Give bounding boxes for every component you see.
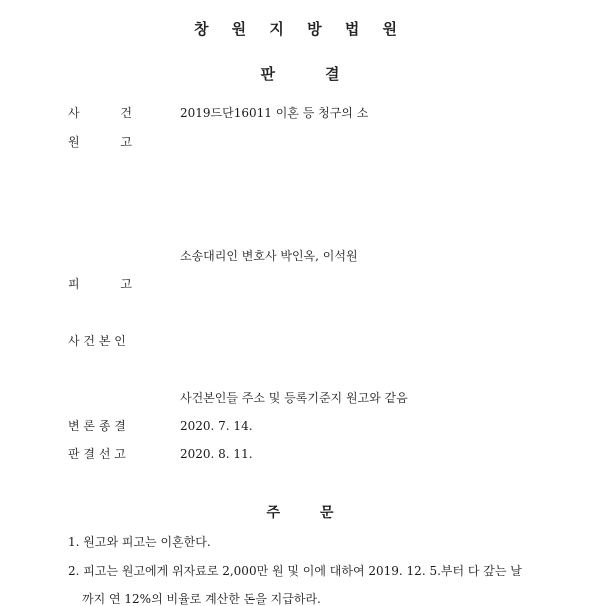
court-name: 창 원 지 방 법 원 xyxy=(193,20,407,38)
document-title-left: 판 xyxy=(260,65,275,83)
plaintiff-label-b: 고 xyxy=(120,135,132,149)
plaintiff-label xyxy=(68,135,132,149)
case-label-b: 건 xyxy=(120,106,132,120)
defendant-label-b: 고 xyxy=(120,277,132,291)
order-item-2: 2. 피고는 원고에게 위자료로 2,000만 원 및 이에 대하여 2019. 12. 5.부터 다 갚는 날 xyxy=(68,564,522,578)
principal-value: 사건본인들 주소 및 등록기준지 원고와 같음 xyxy=(180,391,408,405)
order-heading-left: 주 xyxy=(266,505,280,521)
plaintiff-label-a: 원 xyxy=(68,135,80,149)
order-heading xyxy=(0,502,600,522)
principal-label: 사 건 본 인 xyxy=(68,334,126,348)
order-item-2-continuation: 까지 연 12%의 비율로 계산한 돈을 지급하라. xyxy=(82,592,321,606)
document-title-right: 결 xyxy=(325,65,340,83)
case-value: 2019드단16011 이혼 등 청구의 소 xyxy=(180,106,369,120)
case-label xyxy=(68,106,132,120)
defendant-label-a: 피 xyxy=(68,277,80,291)
closing-date: 2020. 7. 14. xyxy=(180,419,253,433)
counsel-value: 소송대리인 변호사 박인옥, 이석원 xyxy=(180,249,358,263)
judgment-label: 판 결 선 고 xyxy=(68,447,126,461)
defendant-label xyxy=(68,277,132,291)
order-heading-right: 문 xyxy=(320,505,334,521)
order-item-1: 1. 원고와 피고는 이혼한다. xyxy=(68,535,211,549)
case-label-a: 사 xyxy=(68,106,80,120)
judgment-date: 2020. 8. 11. xyxy=(180,447,253,461)
document-title xyxy=(0,63,600,84)
closing-label: 변 론 종 결 xyxy=(68,419,126,433)
